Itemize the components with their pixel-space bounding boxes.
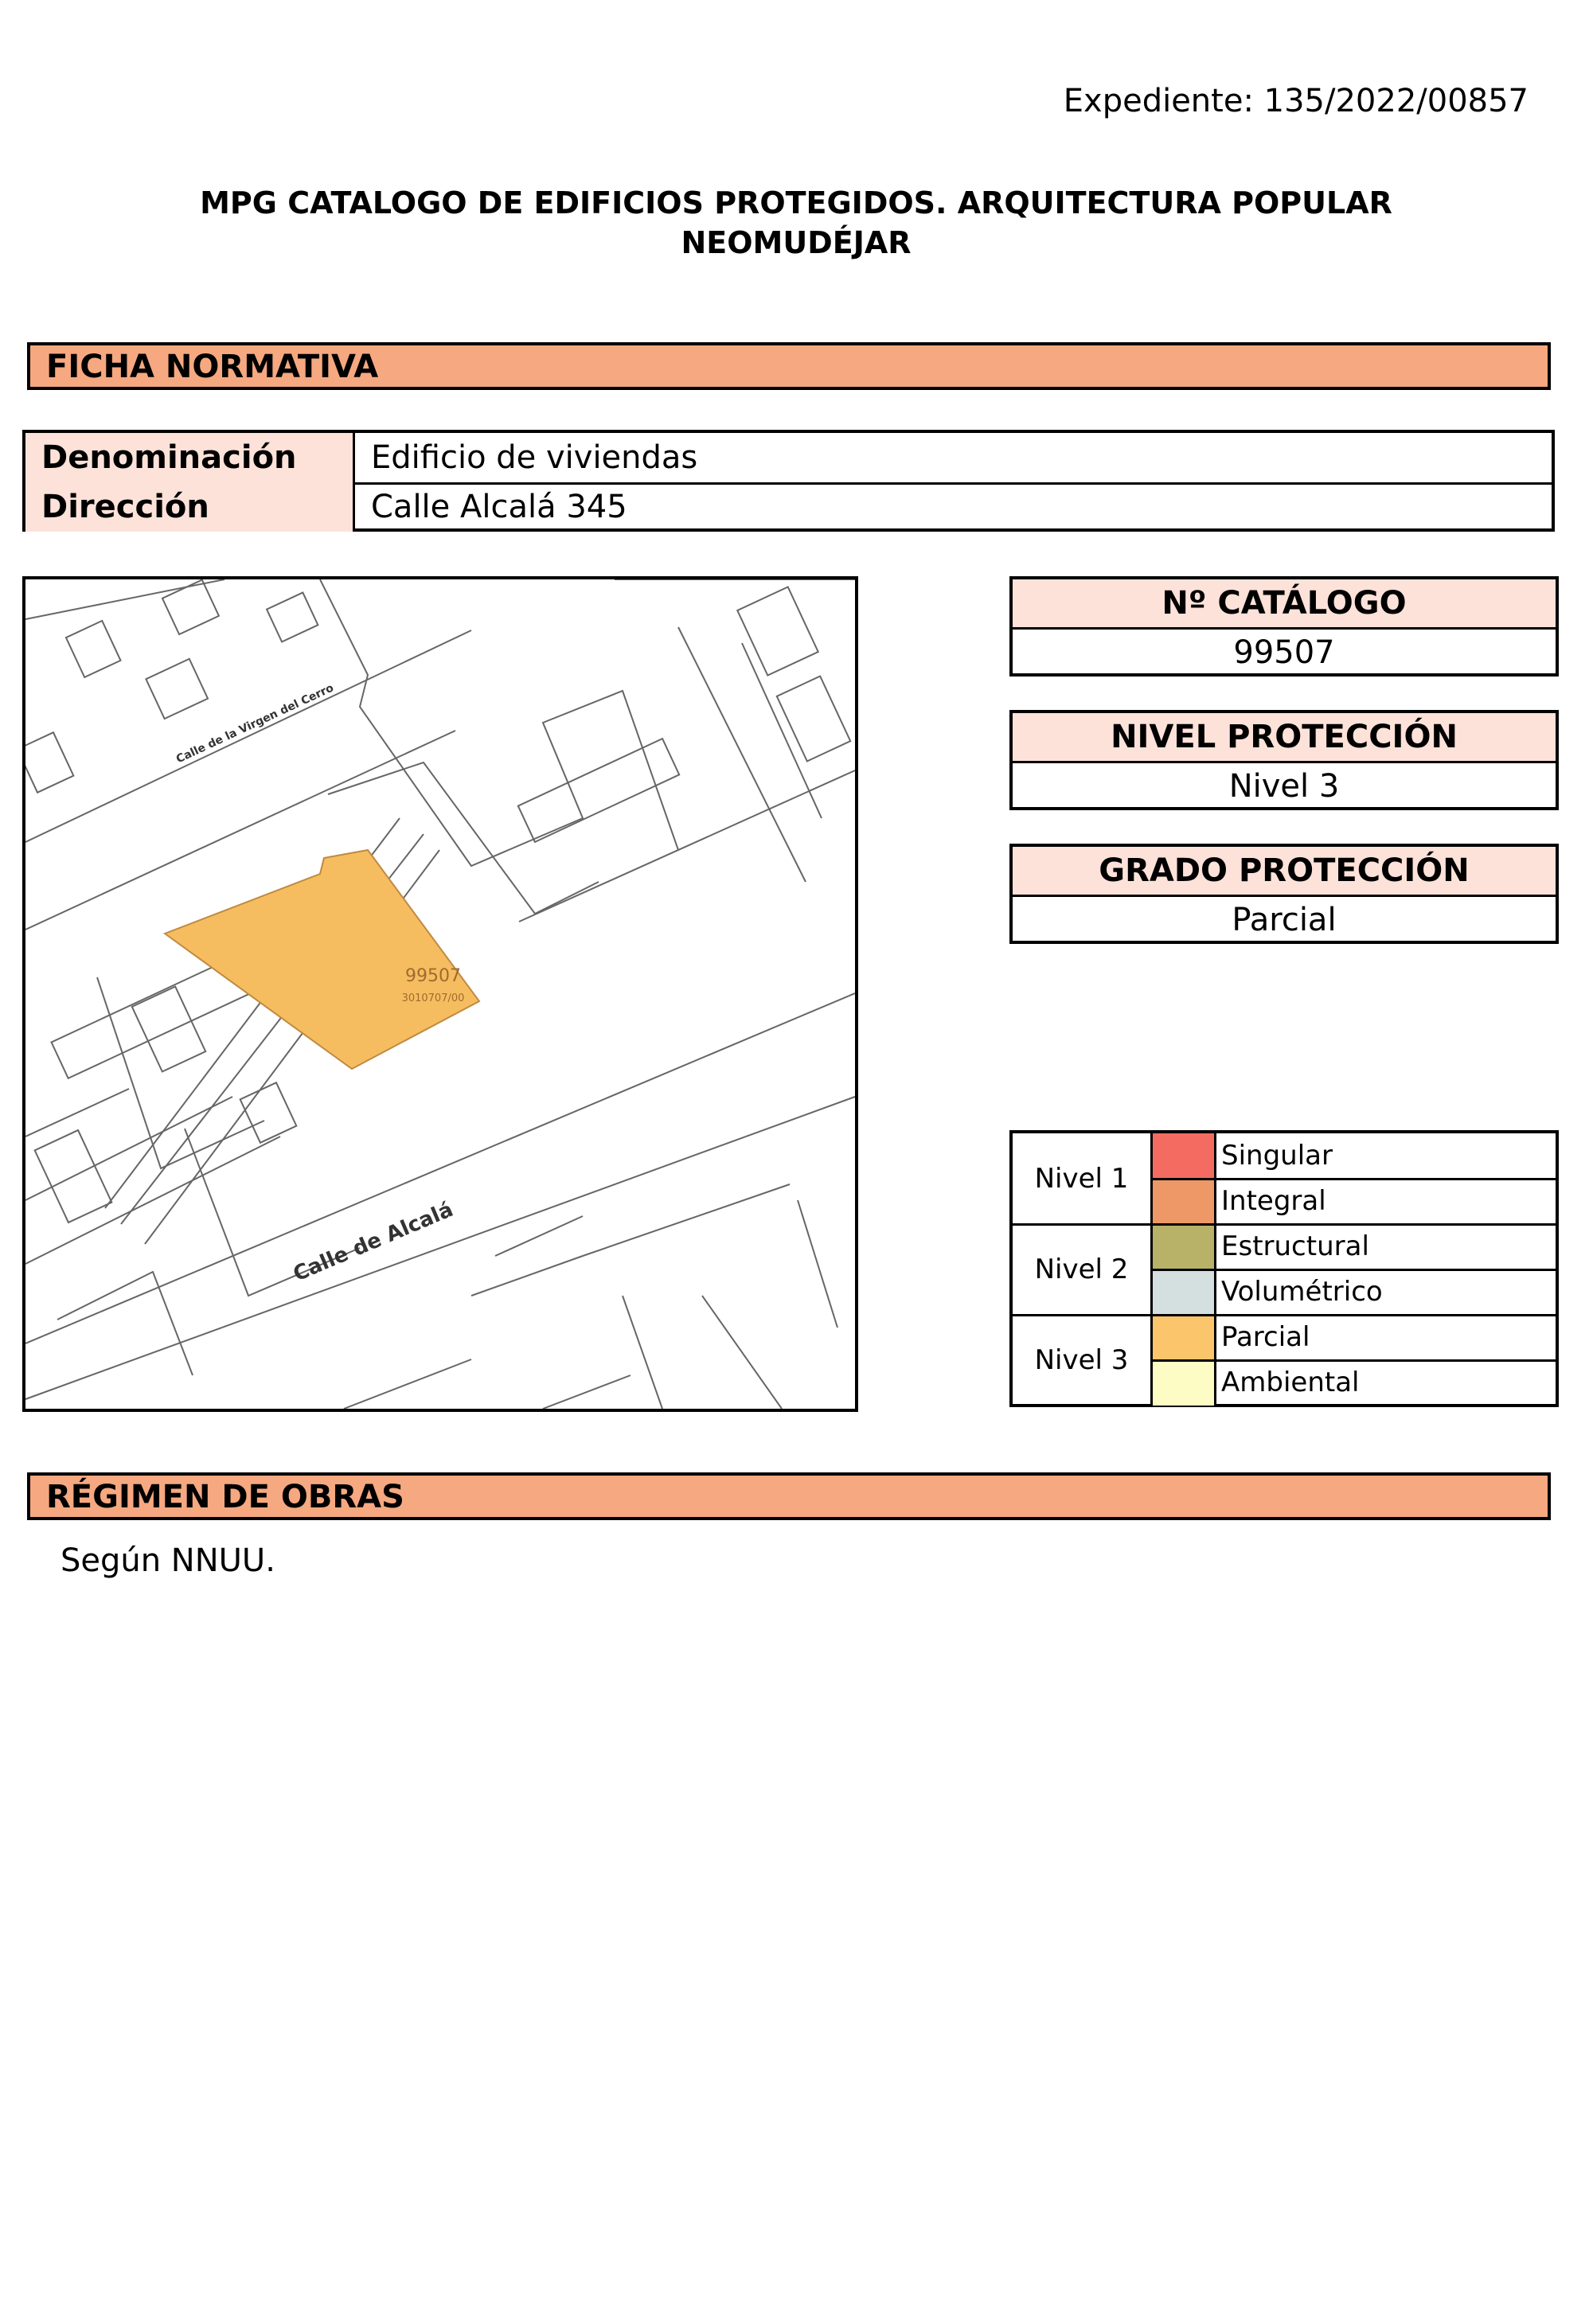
catalogo-value: 99507 xyxy=(1233,634,1335,671)
title-line-2: NEOMUDÉJAR xyxy=(681,225,912,260)
parcel-sub-label: 3010707/00 xyxy=(401,992,465,1004)
info-table xyxy=(22,430,1555,532)
parcel-id-label: 99507 xyxy=(405,966,461,986)
legend-label-volumetrico: Volumétrico xyxy=(1221,1276,1383,1308)
legend-divider xyxy=(1153,1269,1556,1271)
legend-label-integral: Integral xyxy=(1221,1185,1326,1217)
legend-divider xyxy=(1153,1178,1556,1180)
catalogo-label: Nº CATÁLOGO xyxy=(1013,579,1556,630)
legend-label-estructural: Estructural xyxy=(1221,1230,1369,1262)
legend-label-singular: Singular xyxy=(1221,1140,1333,1172)
legend-divider xyxy=(1013,1223,1556,1226)
denominacion-label: Denominación xyxy=(25,433,355,482)
legend-swatch-ambiental xyxy=(1153,1360,1216,1406)
map-drawing xyxy=(25,579,855,1409)
legend-swatch-singular xyxy=(1153,1133,1216,1179)
nivel-proteccion-value: Nivel 3 xyxy=(1228,768,1340,805)
legend-swatch-estructural xyxy=(1153,1224,1216,1269)
street-label-virgen-cerro: Calle de la Virgen del Cerro xyxy=(174,681,336,766)
legend-level-3: Nivel 3 xyxy=(1013,1315,1153,1406)
legend-label-ambiental: Ambiental xyxy=(1221,1367,1360,1398)
nivel-proteccion-label: NIVEL PROTECCIÓN xyxy=(1013,713,1556,763)
grado-proteccion-value: Parcial xyxy=(1232,902,1337,938)
street-label-alcala: Calle de Alcalá xyxy=(290,1197,457,1287)
direccion-label: Dirección xyxy=(25,482,355,532)
catalogo-box xyxy=(1009,576,1559,677)
legend-divider xyxy=(1153,1359,1556,1362)
legend-level-1: Nivel 1 xyxy=(1013,1133,1153,1224)
denominacion-value: Edificio de viviendas xyxy=(371,439,698,476)
title-line-1: MPG CATALOGO DE EDIFICIOS PROTEGIDOS. ARQUITECTURA POPULAR xyxy=(200,185,1392,220)
legend-divider xyxy=(1013,1314,1556,1316)
cadastral-map xyxy=(22,576,858,1412)
regimen-obras-header: RÉGIMEN DE OBRAS xyxy=(27,1472,1551,1520)
ficha-normativa-header: FICHA NORMATIVA xyxy=(27,342,1551,390)
expediente-number: Expediente: 135/2022/00857 xyxy=(1063,83,1528,119)
protection-legend xyxy=(1009,1130,1559,1407)
nivel-proteccion-box xyxy=(1009,710,1559,810)
document-title xyxy=(80,183,1513,263)
legend-swatch-parcial xyxy=(1153,1315,1216,1360)
grado-proteccion-label: GRADO PROTECCIÓN xyxy=(1013,847,1556,897)
direccion-value: Calle Alcalá 345 xyxy=(371,489,627,525)
legend-level-2: Nivel 2 xyxy=(1013,1224,1153,1315)
regimen-obras-text: Según NNUU. xyxy=(61,1542,275,1579)
legend-swatch-volumetrico xyxy=(1153,1269,1216,1315)
legend-label-parcial: Parcial xyxy=(1221,1321,1310,1353)
info-row-direccion xyxy=(25,482,1552,532)
legend-swatch-integral xyxy=(1153,1179,1216,1224)
info-row-denominacion xyxy=(25,433,1552,485)
grado-proteccion-box xyxy=(1009,844,1559,944)
